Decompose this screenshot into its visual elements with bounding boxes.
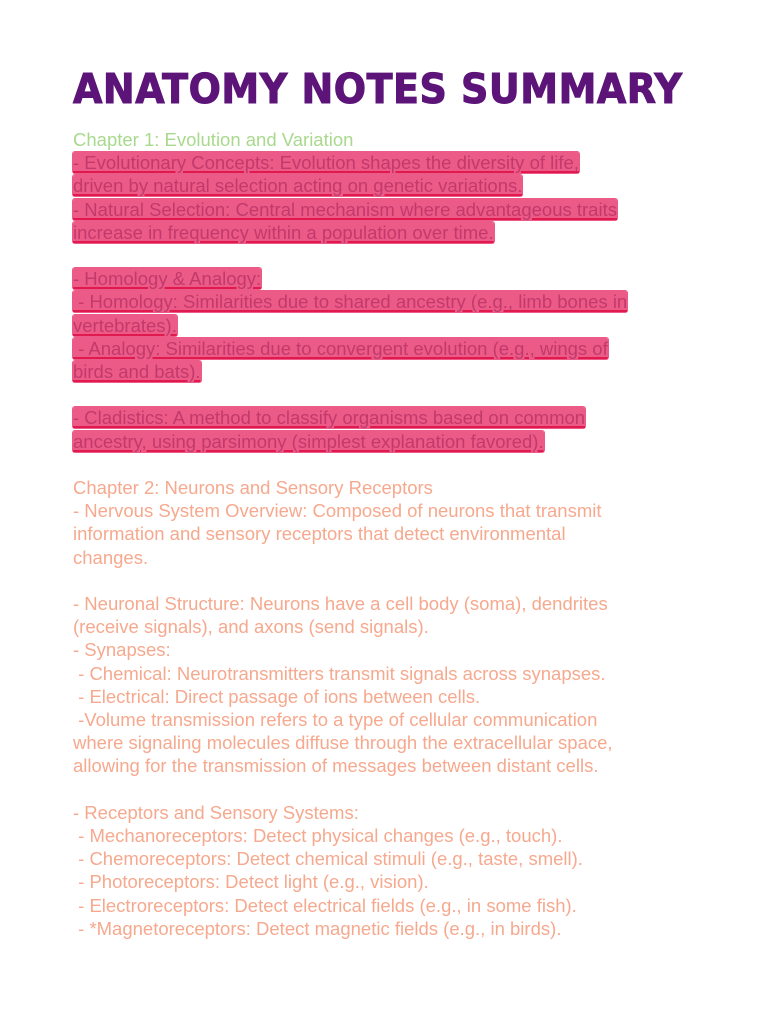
chapter-2-line: - Electroreceptors: Detect electrical fields (e.g., in some fish). [73,894,577,916]
chapter-1-line: birds and bats). [73,361,201,383]
chapter-2-line: - *Magnetoreceptors: Detect magnetic fields (e.g., in birds). [73,917,562,939]
chapter-1-line: increase in frequency within a population over time. [73,221,494,243]
blank-line [73,244,708,267]
chapter-1-line: - Evolutionary Concepts: Evolution shapes the diversity of life, [73,152,579,174]
chapter-1-heading: Chapter 1: Evolution and Variation [73,129,354,150]
chapter-2-line: where signaling molecules diffuse through the extracellular space, [73,732,613,754]
chapter-2-line: - Nervous System Overview: Composed of neurons that transmit [73,500,602,522]
chapter-1-line: - Homology: Similarities due to shared ancestry (e.g., limb bones in [73,291,628,313]
chapter-2-line: (receive signals), and axons (send signals). [73,616,429,638]
blank-line [73,453,708,476]
chapter-2-heading: Chapter 2: Neurons and Sensory Receptors [73,477,433,498]
chapter-2-line: -Volume transmission refers to a type of cellular communication [73,709,598,731]
chapter-2-line: - Synapses: [73,639,171,661]
blank-line [73,569,708,592]
chapter-2-line: - Chemoreceptors: Detect chemical stimuli (e.g., taste, smell). [73,848,583,870]
chapter-1-line: - Cladistics: A method to classify organisms based on common [73,407,586,429]
chapter-2-line: changes. [73,546,149,568]
blank-line [73,778,708,801]
chapter-2-line: - Photoreceptors: Detect light (e.g., vision). [73,871,429,893]
page-title: ANATOMY NOTES SUMMARY [73,65,683,113]
chapter-2-line: - Mechanoreceptors: Detect physical changes (e.g., touch). [73,825,563,847]
chapter-1-line: ancestry, using parsimony (simplest explanation favored). [73,430,544,452]
notes-body [73,128,708,940]
chapter-2-line: - Neuronal Structure: Neurons have a cell body (soma), dendrites [73,593,608,614]
chapter-2-line: allowing for the transmission of messages between distant cells. [73,755,599,777]
chapter-2-line: - Receptors and Sensory Systems: [73,801,359,823]
blank-line [73,383,708,406]
chapter-2-line: - Electrical: Direct passage of ions between cells. [73,685,481,707]
chapter-1-line: - Homology & Analogy: [73,268,262,290]
chapter-2-line: information and sensory receptors that detect environmental [73,523,566,545]
chapter-1-line: driven by natural selection acting on genetic variations. [73,175,523,197]
chapter-1-line: vertebrates). [73,314,177,336]
chapter-1-line: - Analogy: Similarities due to convergent evolution (e.g., wings of [73,337,608,359]
chapter-1-line: - Natural Selection: Central mechanism where advantageous traits [73,198,617,220]
chapter-2-line: - Chemical: Neurotransmitters transmit signals across synapses. [73,662,606,684]
